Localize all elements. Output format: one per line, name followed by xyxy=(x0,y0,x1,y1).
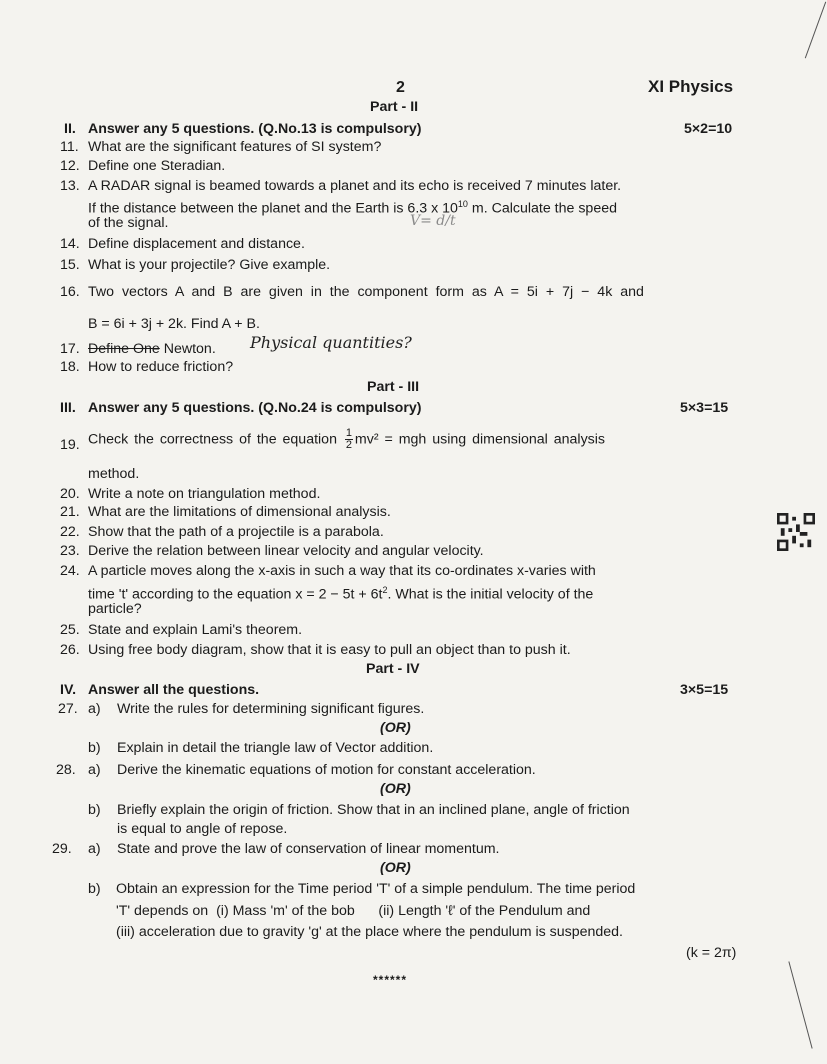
q17-no: 17. xyxy=(60,341,80,357)
q22-no: 22. xyxy=(60,524,80,540)
page-number: 2 xyxy=(396,79,405,96)
section-2-instruction: Answer any 5 questions. (Q.No.13 is compulsory) xyxy=(88,121,422,137)
margin-line xyxy=(805,2,826,59)
q21-text: What are the limitations of dimensional analysis. xyxy=(88,504,391,520)
q20-no: 20. xyxy=(60,486,80,502)
q28-b-label: b) xyxy=(88,802,101,818)
or-separator: (OR) xyxy=(380,781,411,797)
q13-handwritten-note: V= d/t xyxy=(410,213,456,229)
part-4-title: Part - IV xyxy=(366,661,420,677)
section-3-marks: 5×3=15 xyxy=(680,400,729,416)
q29-a-label: a) xyxy=(88,841,101,857)
end-mark: ****** xyxy=(373,973,408,987)
q29-constant: (k = 2π) xyxy=(686,945,737,961)
q11-text: What are the significant features of SI system? xyxy=(88,139,382,155)
q29-b-line1: Obtain an expression for the Time period 'T' of a simple pendulum. The time period xyxy=(116,881,636,897)
q25-text: State and explain Lami's theorem. xyxy=(88,622,303,638)
part-3-title: Part - III xyxy=(367,379,420,395)
or-separator: (OR) xyxy=(380,860,411,876)
q27-a-label: a) xyxy=(88,701,101,717)
q13-no: 13. xyxy=(60,178,80,194)
q25-no: 25. xyxy=(60,622,80,638)
q21-no: 21. xyxy=(60,504,80,520)
q18-no: 18. xyxy=(60,359,80,375)
q27-no: 27. xyxy=(58,701,78,717)
q22-text: Show that the path of a projectile is a parabola. xyxy=(88,524,384,540)
q29-b-line3: (iii) acceleration due to gravity 'g' at the place where the pendulum is suspended. xyxy=(116,924,624,940)
q24-line1: A particle moves along the x-axis in such a way that its co-ordinates x-varies with xyxy=(88,563,596,579)
q23-text: Derive the relation between linear velocity and angular velocity. xyxy=(88,543,484,559)
q12-text: Define one Steradian. xyxy=(88,158,226,174)
part-2-title: Part - II xyxy=(370,99,419,115)
q12-no: 12. xyxy=(60,158,80,174)
q28-b-line1: Briefly explain the origin of friction. Show that in an inclined plane, angle of friction xyxy=(117,802,630,818)
q20-text: Write a note on triangulation method. xyxy=(88,486,321,502)
margin-line xyxy=(788,961,812,1048)
section-3-roman: III. xyxy=(60,400,76,416)
q29-b-line2: 'T' depends on (i) Mass 'm' of the bob (ii) Length 'ℓ' of the Pendulum and xyxy=(116,903,591,919)
q29-a-text: State and prove the law of conservation of linear momentum. xyxy=(117,841,500,857)
q28-a-label: a) xyxy=(88,762,101,778)
section-3-instruction: Answer any 5 questions. (Q.No.24 is compulsory) xyxy=(88,400,422,416)
q27-b-label: b) xyxy=(88,740,101,756)
section-4-marks: 3×5=15 xyxy=(680,682,729,698)
q23-no: 23. xyxy=(60,543,80,559)
section-2-roman: II. xyxy=(64,121,76,137)
q27-b-text: Explain in detail the triangle law of Vector addition. xyxy=(117,740,434,756)
q19-no: 19. xyxy=(60,437,80,453)
q14-text: Define displacement and distance. xyxy=(88,236,305,252)
q28-a-text: Derive the kinematic equations of motion for constant acceleration. xyxy=(117,762,536,778)
q24-line2: time 't' according to the equation $x = 2 - 5t + 6t^2$. What is the initial velocity of the xyxy=(88,585,594,603)
q15-no: 15. xyxy=(60,257,80,273)
section-4-roman: IV. xyxy=(60,682,77,698)
q16-line2: B = 6i + 3j + 2k. Find A + B. xyxy=(88,316,260,332)
qr-code-icon xyxy=(777,512,815,552)
q27-a-text: Write the rules for determining significant figures. xyxy=(117,701,425,717)
q19-fraction: $\frac{1}{2}$ xyxy=(345,427,352,451)
section-4-instruction: Answer all the questions. xyxy=(88,682,260,698)
q19-line2: method. xyxy=(88,466,140,482)
q13-line1: A RADAR signal is beamed towards a planet and its echo is received 7 minutes later. xyxy=(88,178,622,194)
q28-b-line2: is equal to angle of repose. xyxy=(117,821,288,837)
q29-no: 29. xyxy=(52,841,72,857)
q17-text: Define One Newton. xyxy=(88,341,216,357)
q26-text: Using free body diagram, show that it is easy to pull an object than to push it. xyxy=(88,642,571,658)
q29-b-label: b) xyxy=(88,881,101,897)
q11: 11. xyxy=(60,139,79,155)
q17-handwritten-note: Physical quantities? xyxy=(250,333,412,352)
or-separator: (OR) xyxy=(380,720,411,736)
q16-line1: Two vectors A and B are given in the component form as A = 5i + 7j − 4k and xyxy=(88,284,644,300)
q19-line1: Check the correctness of the equation $\frac{1}{2}$ mv² = mgh using dimensional analysis xyxy=(88,427,606,451)
q18-text: How to reduce friction? xyxy=(88,359,234,375)
q24-line3: particle? xyxy=(88,601,142,617)
q14-no: 14. xyxy=(60,236,80,252)
q26-no: 26. xyxy=(60,642,80,658)
section-2-marks: 5×2=10 xyxy=(684,121,733,137)
q28-no: 28. xyxy=(56,762,76,778)
q15-text: What is your projectile? Give example. xyxy=(88,257,331,273)
q13-line2: If the distance between the planet and the Earth is 6.3 x $10^{10}$ m. Calculate the speed xyxy=(88,199,617,217)
q24-no: 24. xyxy=(60,563,80,579)
q13-line3: of the signal. xyxy=(88,215,169,231)
q16-no: 16. xyxy=(60,284,80,300)
subject-title: XI Physics xyxy=(648,77,734,96)
